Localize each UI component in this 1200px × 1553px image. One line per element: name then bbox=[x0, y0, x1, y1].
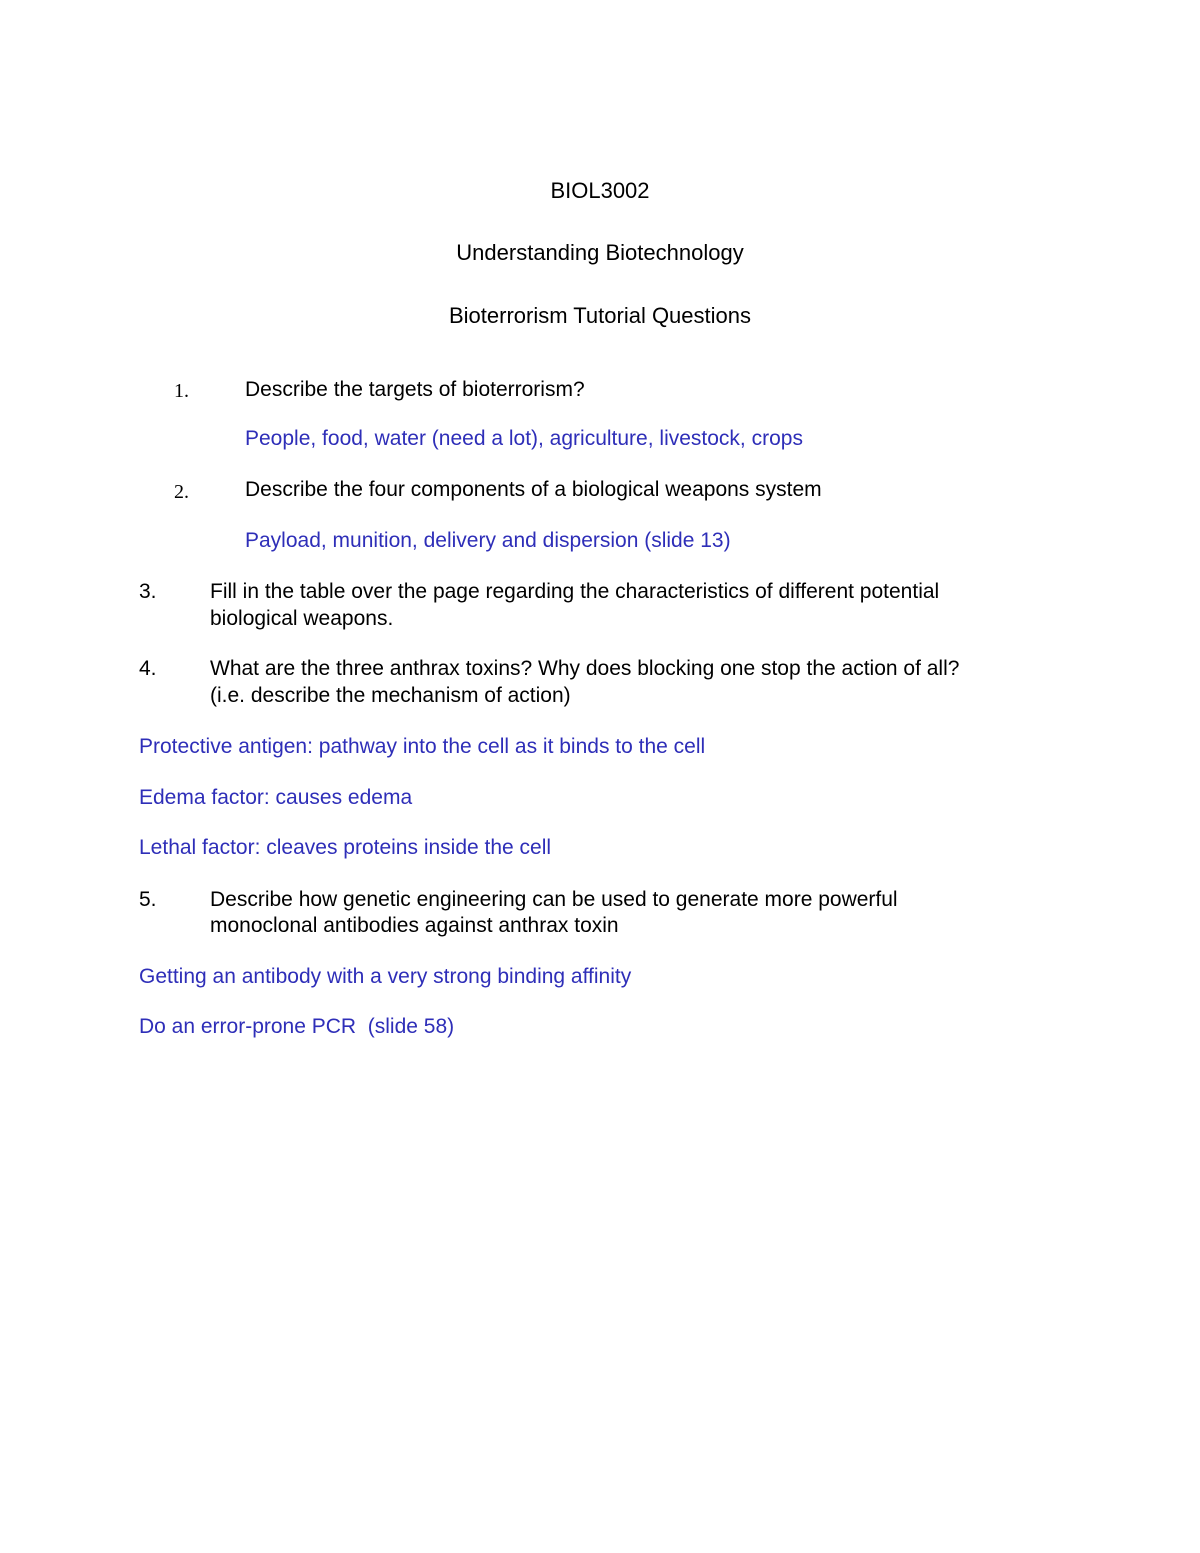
question-3-text-line-2: biological weapons. bbox=[210, 607, 394, 630]
question-5-answer-2: Do an error-prone PCR (slide 58) bbox=[139, 1015, 455, 1038]
question-1-answer: People, food, water (need a lot), agriculture, livestock, crops bbox=[245, 427, 803, 450]
question-1-number: 1. bbox=[174, 380, 189, 402]
question-5-answer-1: Getting an antibody with a very strong binding affinity bbox=[139, 965, 632, 988]
question-5-text-line-2: monoclonal antibodies against anthrax toxin bbox=[210, 914, 619, 937]
question-5-number: 5. bbox=[139, 888, 157, 911]
question-4-text-line-1: What are the three anthrax toxins? Why does blocking one stop the action of all? bbox=[210, 657, 960, 680]
question-4-text-line-2: (i.e. describe the mechanism of action) bbox=[210, 684, 571, 707]
question-3-text-line-1: Fill in the table over the page regarding the characteristics of different potential bbox=[210, 580, 940, 603]
question-2-text: Describe the four components of a biological weapons system bbox=[245, 478, 822, 501]
question-3-number: 3. bbox=[139, 580, 157, 603]
course-title: Understanding Biotechnology bbox=[456, 240, 744, 265]
question-2-number: 2. bbox=[174, 481, 189, 503]
question-2-answer: Payload, munition, delivery and dispersion (slide 13) bbox=[245, 529, 731, 552]
question-1-text: Describe the targets of bioterrorism? bbox=[245, 378, 585, 401]
question-4-answer-1: Protective antigen: pathway into the cell as it binds to the cell bbox=[139, 735, 706, 758]
question-4-answer-2: Edema factor: causes edema bbox=[139, 786, 413, 809]
question-5-text-line-1: Describe how genetic engineering can be used to generate more powerful bbox=[210, 888, 898, 911]
document-title: Bioterrorism Tutorial Questions bbox=[449, 303, 751, 328]
question-4-number: 4. bbox=[139, 657, 157, 680]
course-code: BIOL3002 bbox=[550, 178, 650, 203]
question-4-answer-3: Lethal factor: cleaves proteins inside the cell bbox=[139, 836, 552, 859]
